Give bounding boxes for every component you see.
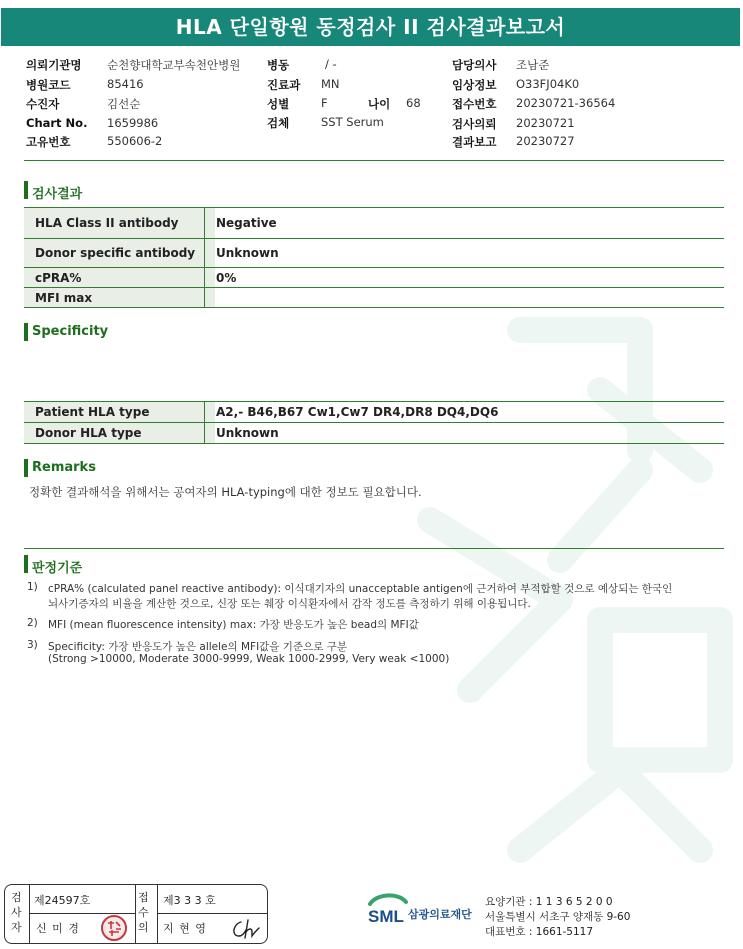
doctor-label: 담당의사 [452,58,497,72]
results-section-title: 검사결과 [32,187,83,202]
hospital-code-label: 병원코드 [26,78,71,92]
chart-label: Chart No. [26,116,88,130]
results-table [24,207,724,309]
age-value: 68 [406,96,421,110]
remarks-section-title: Remarks [32,460,96,475]
table-row [24,208,724,239]
unique-label: 고유번호 [26,135,71,149]
specimen-label: 검체 [267,116,290,130]
sml-logo-text: SML [368,907,404,926]
report-date-label: 결과보고 [452,135,497,149]
table-row [24,239,724,268]
specificity-section-bar [24,323,28,341]
unique-value: 550606-2 [107,134,163,148]
receiver-license: 제3 3 3 호 [163,894,216,907]
dept-value: MN [321,77,340,91]
sex-label: 성별 [267,97,290,111]
sex-value: F [321,96,328,110]
organization-name: 삼광의료재단 [408,908,472,921]
remarks-divider [24,548,724,549]
clinical-value: O33FJ04K0 [516,77,580,91]
result-label: Donor specific antibody [24,239,215,267]
signature-icon [227,916,263,940]
tester-license: 제24597호 [34,894,91,907]
criteria-text: MFI (mean fluorescence intensity) max: 가장 반응도가 높은 bead의 MFI값 [48,619,419,631]
tester-name: 신 미 경 [36,922,80,935]
result-label: cPRA% [24,268,215,287]
ward-value: / - [325,57,337,71]
request-label: 검사의뢰 [452,117,497,131]
result-value: Negative [216,216,277,230]
tester-label: 검사자 [11,891,22,934]
institution-code: 요양기관 : 1 1 3 6 5 2 0 0 [485,896,613,908]
chart-value: 1659986 [107,116,159,130]
receipt-label: 접수번호 [452,97,497,111]
results-section-bar [24,181,28,199]
request-value: 20230721 [516,116,575,130]
criteria-section-bar [24,555,28,573]
hospital-code-value: 85416 [107,77,144,91]
hla-table [24,401,724,445]
institution-value: 순천향대학교부속천안병원 [107,58,241,72]
receiver-label: 접수의 [138,891,149,934]
receiver-name: 지 현 영 [163,922,207,935]
result-label: HLA Class II antibody [24,208,215,238]
report-date-value: 20230727 [516,134,575,148]
specimen-value: SST Serum [321,115,384,129]
report-title: HLA 단일항원 동정검사 II 검사결과보고서 [1,8,740,46]
signature-box [4,884,268,944]
specificity-section-title: Specificity [32,324,109,339]
table-row [24,268,724,288]
receipt-value: 20230721-36564 [516,96,616,110]
result-value: 0% [216,270,237,285]
criteria-text: (Strong >10000, Moderate 3000-9999, Weak 1000-2999, Very weak <1000) [48,653,450,665]
hla-label: Donor HLA type [24,423,215,443]
criteria-number: 3) [27,639,38,651]
criteria-number: 2) [27,617,38,629]
institution-label: 의뢰기관명 [26,58,82,72]
remarks-text: 정확한 결과해석을 위해서는 공여자의 HLA-typing에 대한 정보도 필요합니다. [29,485,422,499]
criteria-number: 1) [27,581,38,593]
recipient-value: 김선순 [107,97,141,111]
hla-value: Unknown [216,426,279,440]
criteria-text: Specificity: 가장 반응도가 높은 allele의 MFI값을 기준으로 구분 [48,641,347,653]
criteria-section-title: 판정기준 [32,561,83,576]
organization-phone: 대표번호 : 1661-5117 [485,926,594,938]
hla-value: A2,- B46,B67 Cw1,Cw7 DR4,DR8 DQ4,DQ6 [216,405,499,419]
info-divider [24,160,724,161]
age-label: 나이 [368,97,391,111]
ward-label: 병동 [267,58,290,72]
clinical-label: 임상정보 [452,78,497,92]
hla-label: Patient HLA type [24,402,215,422]
criteria-text: 뇌사기증자의 비율을 계산한 것으로, 신장 또는 췌장 이식환자에서 감작 정도를 측정하기 위해 이용됩니다. [48,598,531,610]
table-row [24,288,724,308]
dept-label: 진료과 [267,78,301,92]
recipient-label: 수진자 [26,97,60,111]
result-value: Unknown [216,246,279,260]
seal-stamp-icon [99,913,129,943]
result-label: MFI max [24,288,215,307]
table-row [24,402,724,423]
doctor-value: 조남준 [516,58,550,72]
criteria-text: cPRA% (calculated panel reactive antibody): 이식대기자의 unacceptable antigen에 근거하여 부적합할 것으로 예상되는 한국인 [48,583,673,595]
table-row [24,423,724,444]
remarks-section-bar [24,459,28,477]
organization-address: 서울특별시 서초구 양재동 9-60 [485,911,631,923]
sml-logo-icon [366,890,410,932]
